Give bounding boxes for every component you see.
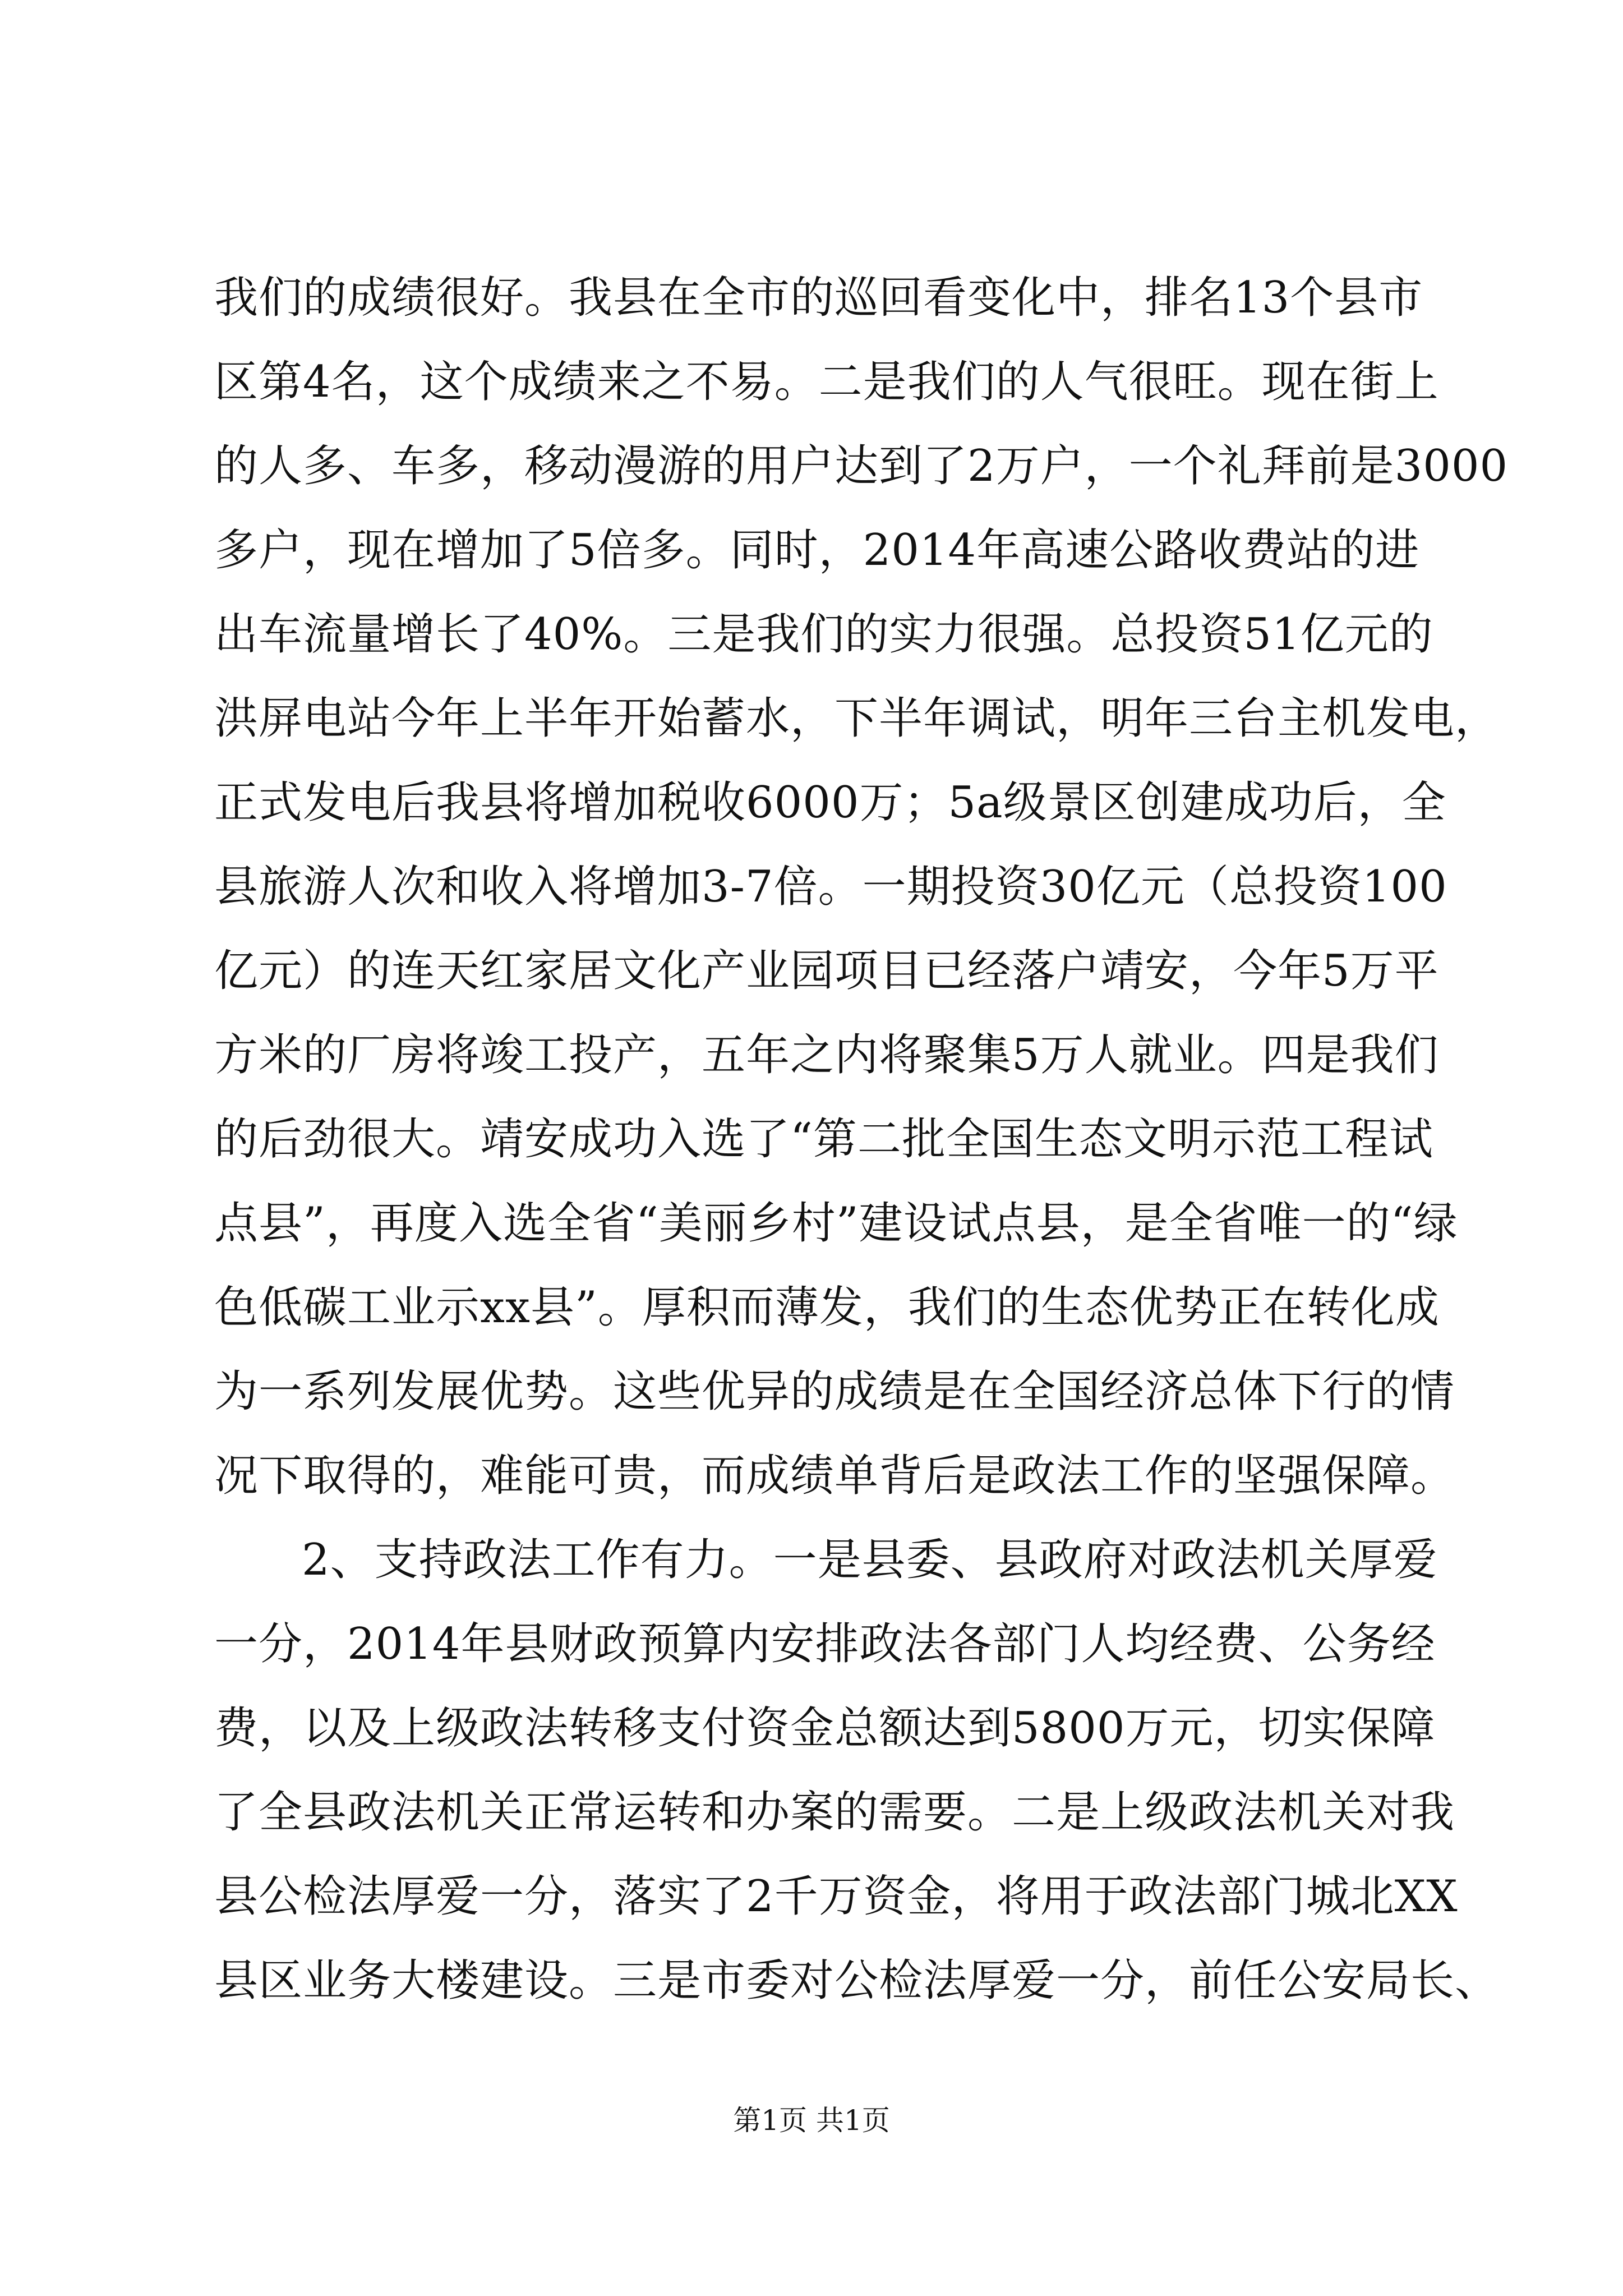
text-line: 我们的成绩很好。我县在全市的巡回看变化中，排名13个县市 [214,273,1423,323]
text-line: 色低碳工业示xx县”。厚积而薄发，我们的生态优势正在转化成 [214,1282,1440,1333]
text-line: 了全县政法机关正常运转和办案的需要。二是上级政法机关对我 [214,1787,1455,1838]
text-line: 费，以及上级政法转移支付资金总额达到5800万元，切实保障 [214,1703,1436,1754]
text-line: 出车流量增长了40%。三是我们的实力很强。总投资51亿元的 [214,609,1433,660]
text-line: 县区业务大楼建设。三是市委对公检法厚爱一分，前任公安局长、 [214,1955,1500,2006]
text-line: 洪屏电站今年上半年开始蓄水，下半年调试，明年三台主机发电， [214,693,1500,744]
text-line: 况下取得的，难能可贵，而成绩单背后是政法工作的坚强保障。 [214,1451,1455,1501]
text-line: 点县”，再度入选全省“美丽乡村”建设试点县，是全省唯一的“绿 [214,1198,1458,1249]
text-line-paragraph-start: 2、支持政法工作有力。一是县委、县政府对政法机关厚爱 [302,1535,1438,1585]
text-line: 亿元）的连天红家居文化产业园项目已经落户靖安，今年5万平 [214,946,1439,996]
text-line: 正式发电后我县将增加税收6000万；5a级景区创建成功后，全 [214,777,1446,828]
text-line: 区第4名，这个成绩来之不易。二是我们的人气很旺。现在街上 [214,357,1439,407]
text-line: 的人多、车多，移动漫游的用户达到了2万户，一个礼拜前是3000 [214,441,1509,491]
text-line: 县公检法厚爱一分，落实了2千万资金，将用于政法部门城北XX [214,1871,1458,1922]
text-line: 一分，2014年县财政预算内安排政法各部门人均经费、公务经 [214,1619,1436,1669]
body-text [214,256,1509,2023]
text-line: 多户，现在增加了5倍多。同时，2014年高速公路收费站的进 [214,525,1420,576]
page-footer: 第1页 共1页 [733,2104,890,2137]
text-line: 方米的厂房将竣工投产，五年之内将聚集5万人就业。四是我们 [214,1030,1439,1080]
text-line: 县旅游人次和收入将增加3-7倍。一期投资30亿元（总投资100 [214,862,1447,912]
text-line: 的后劲很大。靖安成功入选了“第二批全国生态文明示范工程试 [214,1114,1433,1165]
text-line: 为一系列发展优势。这些优异的成绩是在全国经济总体下行的情 [214,1366,1455,1417]
